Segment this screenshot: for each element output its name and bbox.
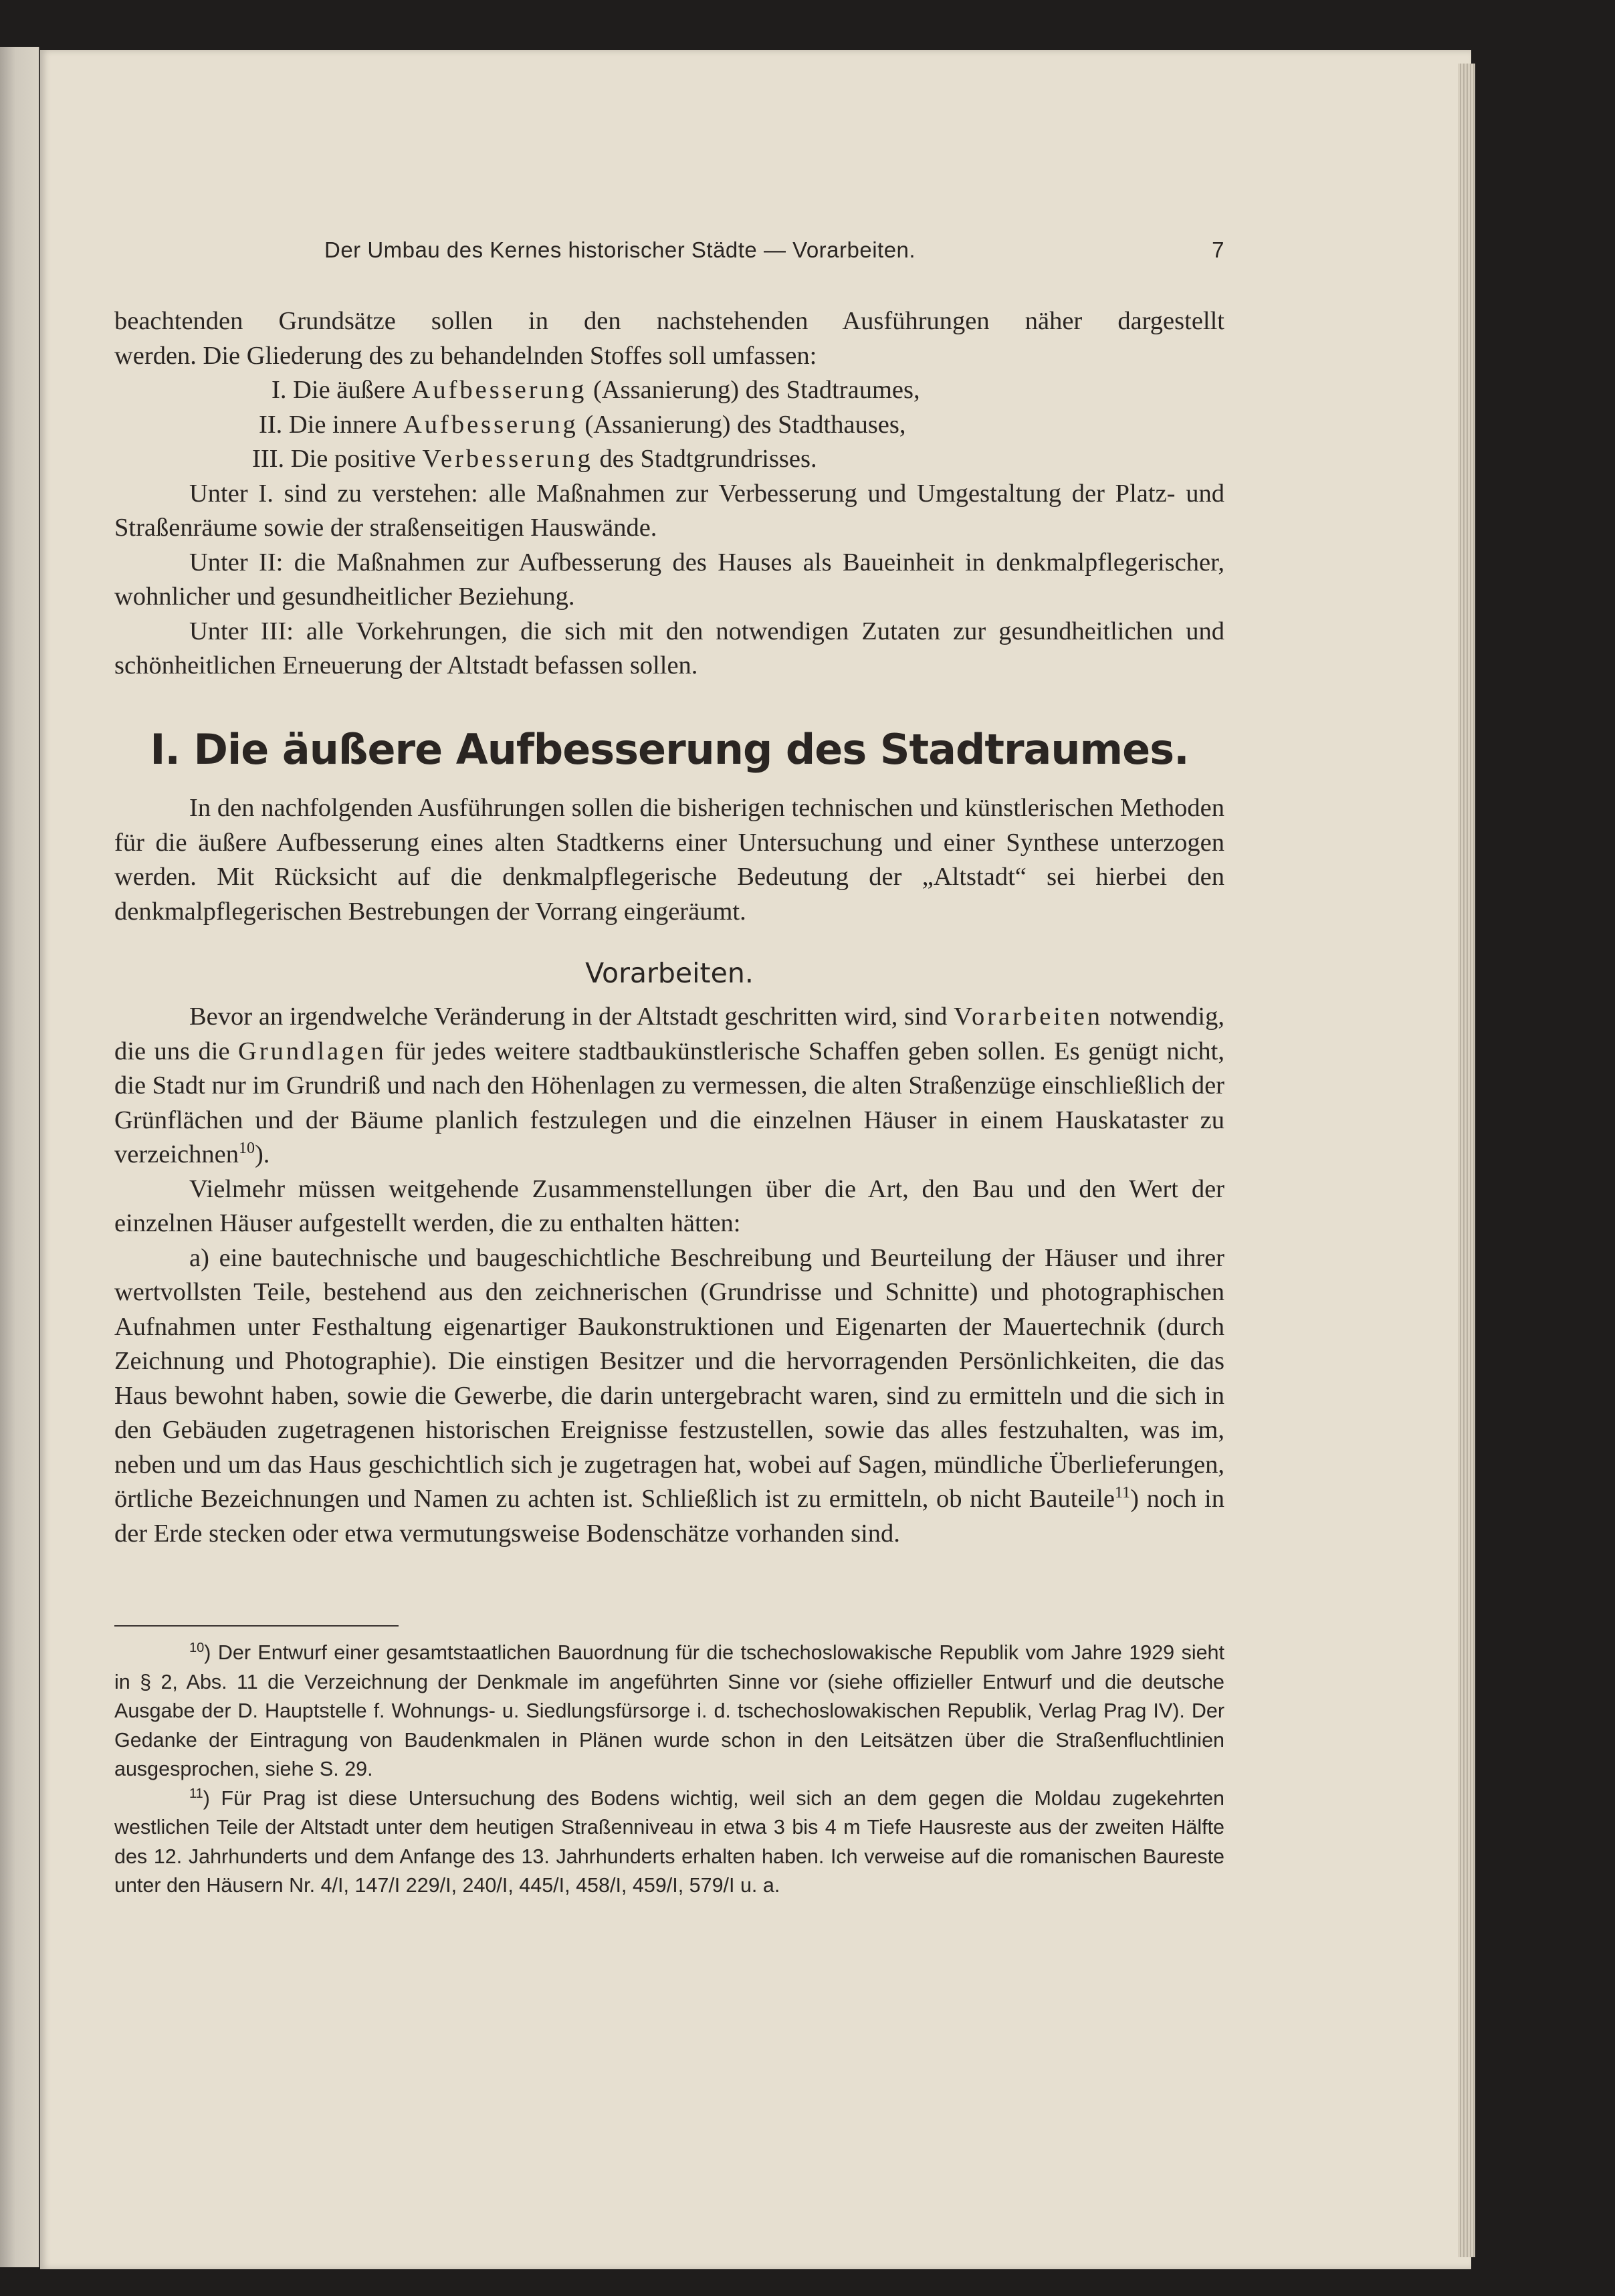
vorarbeiten-p1-a: Bevor an irgendwelche Veränderung in der Altstadt geschritten wird, sind bbox=[189, 1003, 954, 1031]
paragraph-unter-ii: Unter II: die Maßnahmen zur Aufbesserung des Hauses als Baueinheit in denkmalpflegerischer, wohnlicher und gesundheitlicher Beziehung. bbox=[114, 548, 1224, 611]
intro-line-2: werden. Die Gliederung des zu behandelnden Stoffes soll umfassen: bbox=[114, 341, 817, 370]
outline-item-1-post: (Assanierung) des Stadtraumes, bbox=[586, 376, 920, 404]
footnote-10-text: ) Der Entwurf einer gesamtstaatlichen Bauordnung für die tschechoslowakische Republik vom Jahre 1929 sieht in § 2, Abs. 11 die Verzeichnung der Denkmale im angeführten Sinne vor (siehe offizieller Entwurf und die deutsche Ausgabe der D. Hauptstelle f. Wohnungs- u. Siedlungsfürsorge i. d. tschechoslowakischen Republik, Verlag Prag IV). Der Gedanke der Eintragung von Baudenkmalen in Plänen wurde schon in den Leitsätzen über die Straßenfluchtlinien ausgesprochen, siehe S. 29. bbox=[114, 1641, 1224, 1780]
footnote-ref-10: 10 bbox=[238, 1140, 255, 1157]
vorarbeiten-p1-b: notwendig, die uns die bbox=[114, 1003, 1224, 1065]
outline-item-2-spaced: Aufbesserung bbox=[403, 410, 578, 439]
outline-item-1-spaced: Aufbesserung bbox=[411, 376, 587, 404]
intro-block bbox=[114, 304, 1224, 684]
vorarbeiten-p1-spaced-1: Vorarbeiten bbox=[954, 1003, 1103, 1031]
outline-item-2-pre: Die innere bbox=[288, 410, 403, 439]
outline-item-2-num: II. bbox=[259, 410, 283, 439]
subsection-heading: Vorarbeiten. bbox=[585, 957, 754, 989]
vorarbeiten-p1-end: ). bbox=[254, 1140, 270, 1168]
vorarbeiten-p1-c: für jedes weitere stadtbaukünstlerische Schaffen geben sollen. Es genügt nicht, die Stadt nur im Grundriß und nach den Höhenlagen zu vermessen, die alten Straßenzüge einschließlich der Grünflächen und der Bäume planlich festzulegen und die einzelnen Häuser in einem Hauskataster zu verzeichnen bbox=[114, 1037, 1224, 1168]
facing-page-edge bbox=[0, 47, 40, 2267]
footnote-10 bbox=[114, 1639, 1224, 1784]
footnote-10-mark: 10 bbox=[189, 1641, 205, 1655]
footnotes bbox=[114, 1639, 1224, 1901]
outline-item-2 bbox=[114, 408, 1224, 443]
outline-item-1-num: I. bbox=[272, 376, 287, 404]
footnote-ref-11: 11 bbox=[1115, 1484, 1131, 1501]
outline-item-2-post: (Assanierung) des Stadthauses, bbox=[578, 410, 906, 439]
running-title: Der Umbau des Kernes historischer Städte — Vorarbeiten. bbox=[324, 237, 916, 262]
footnote-11-text: ) Für Prag ist diese Untersuchung des Bodens wichtig, weil sich an dem gegen die Moldau zugekehrten westlichen Teile der Altstadt unter dem heutigen Straßenniveau in etwa 3 bis 4 m Tiefe Hausreste aus der zweiten Hälfte des 12. Jahrhunderts und dem Anfange des 13. Jahrhunderts erhalten haben. Ich verweise auf die romanischen Baureste unter den Häusern Nr. 4/I, 147/I 229/I, 240/I, 445/I, 458/I, 459/I, 579/I u. a. bbox=[114, 1786, 1224, 1897]
footnote-11-mark: 11 bbox=[189, 1786, 203, 1801]
paragraph-unter-iii: Unter III: alle Vorkehrungen, die sich mit den notwendigen Zutaten zur gesundheitlichen und schönheitlichen Erneuerung der Altstadt befassen sollen. bbox=[114, 617, 1224, 680]
paragraph-unter-i: Unter I. sind zu verstehen: alle Maßnahmen zur Verbesserung und Umgestaltung der Platz- und Straßenräume sowie der straßenseitigen Hauswände. bbox=[114, 479, 1224, 542]
section-intro-block bbox=[114, 791, 1224, 929]
footnote-rule bbox=[114, 1625, 399, 1627]
vorarbeiten-p1-spaced-2: Grundlagen bbox=[238, 1037, 387, 1065]
outline-item-1-pre: Die äußere bbox=[293, 376, 412, 404]
intro-line-1: beachtenden Grundsätze sollen in den nachstehenden Ausführungen näher dargestellt bbox=[114, 307, 1224, 335]
outline-item-3-spaced: Verbesserung bbox=[422, 445, 593, 473]
vorarbeiten-p3-end: ) noch in der Erde stecken oder etwa vermutungsweise Bodenschätze vorhanden sind. bbox=[114, 1485, 1224, 1548]
page-number: 7 bbox=[1212, 237, 1224, 262]
footnote-11 bbox=[114, 1784, 1224, 1901]
section-heading: I. Die äußere Aufbesserung des Stadtraumes. bbox=[150, 725, 1189, 774]
outline-item-3 bbox=[114, 442, 1224, 477]
outline-item-3-pre: Die positive bbox=[290, 445, 423, 473]
vorarbeiten-paragraph-2: Vielmehr müssen weitgehende Zusammenstellungen über die Art, den Bau und den Wert der einzelnen Häuser aufgestellt werden, die zu enthalten hätten: bbox=[114, 1174, 1224, 1237]
vorarbeiten-paragraph-3 bbox=[114, 1241, 1224, 1552]
outline-item-3-num: III. bbox=[252, 445, 285, 473]
page-stack-edge bbox=[1458, 64, 1475, 2257]
vorarbeiten-paragraph-1 bbox=[114, 1000, 1224, 1172]
vorarbeiten-block bbox=[114, 1000, 1224, 1551]
outline-item-1 bbox=[114, 373, 1224, 408]
outline-item-3-post: des Stadtgrundrisses. bbox=[593, 445, 817, 473]
section-paragraph: In den nachfolgenden Ausführungen sollen die bisherigen technischen und künstlerischen Methoden für die äußere Aufbesserung eines alten Stadtkerns einer Untersuchung und einer Synthese unterzogen werden. Mit Rücksicht auf die denkmalpflegerische Bedeutung der „Altstadt“ sei hierbei den denkmalpflegerischen Bestrebungen der Vorrang eingeräumt. bbox=[114, 794, 1224, 926]
vorarbeiten-p3-a: a) eine bautechnische und baugeschichtliche Beschreibung und Beurteilung der Häuser und ihrer wertvollsten Teile, bestehend aus den zeichnerischen (Grundrisse und Schnitte) und photographischen Aufnahmen unter Festhaltung eigenartiger Baukonstruktionen und Eigenarten der Mauertechnik (durch Zeichnung und Photographie). Die einstigen Besitzer und die hervorragenden Persönlichkeiten, die das Haus bewohnt haben, sowie die Gewerbe, die darin untergebracht waren, sind zu ermitteln und die sich in den Gebäuden zugetragenen historischen Ereignisse festzustellen, sowie das alles festzuhalten, was im, neben und um das Haus geschichtlich sich je zugetragen hat, wobei auf Sagen, mündliche Überlieferungen, örtliche Bezeichnungen und Namen zu achten ist. Schließlich ist zu ermitteln, ob nicht Bauteile bbox=[114, 1243, 1224, 1513]
